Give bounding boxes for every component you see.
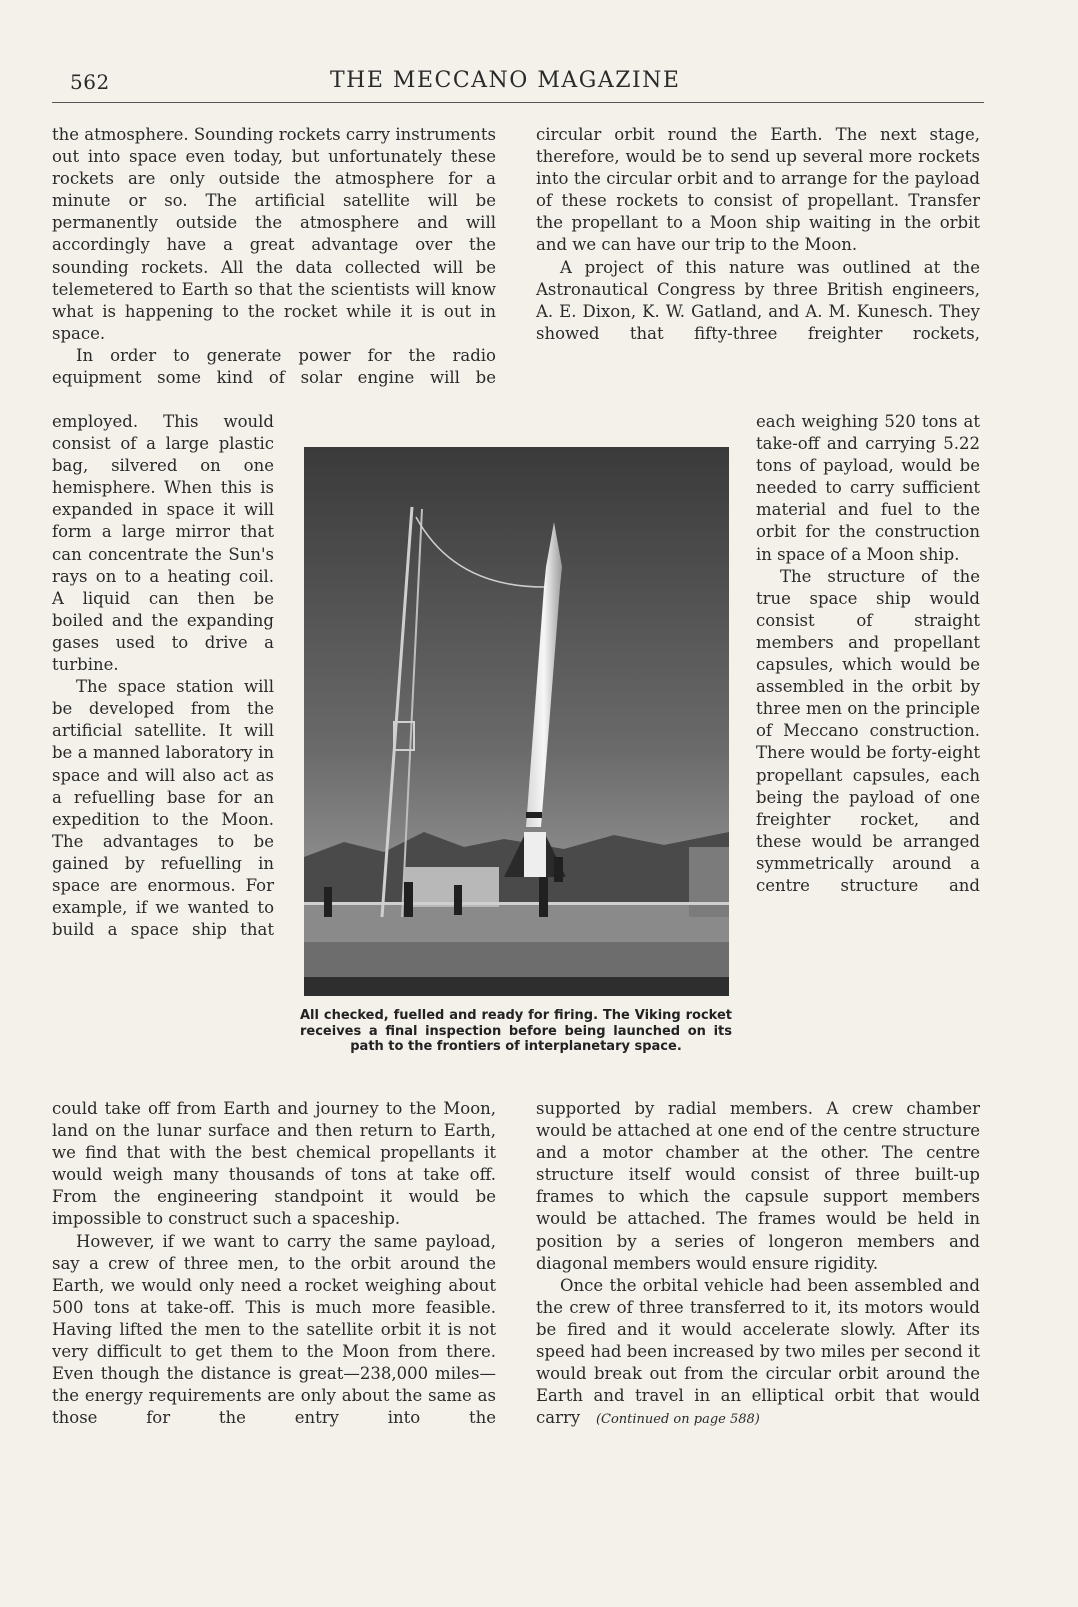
- paragraph: each weighing 520 tons at take-off and carrying 5.22 tons of payload, would be needed to carry sufficient material and fuel to the orbit for the construction in space of a Moon ship.: [756, 412, 980, 564]
- platform-shadow: [304, 977, 729, 996]
- paragraph: However, if we want to carry the same payload, say a crew of three men, to the orbit around the Earth, we would only need a rocket weighing about 500 tons at take-off. This is much more feasible. Having lifted the men to the satellite orbit it is not very difficult to get them to the Moon from there. Even though the distance is great—238,000 miles—the energy requirements are only about the same as those for the entry into the: [52, 1231, 496, 1428]
- paragraph: A project of this nature was outlined at the Astronautical Congress by three British engineers, A. E. Dixon, K. W. Gatland, and A. M. Kunesch. They showed that fifty-three freighter rockets,: [536, 257, 980, 343]
- paragraph: The space station will be developed from the artificial satellite. It will be a manned laboratory in space and will also act as a refuelling base for an expedition to the Moon. The advantages to be gained by refuelling in space are enormous. For example, if we wanted to build a space ship that: [52, 677, 274, 940]
- left-column-top: [52, 124, 496, 389]
- rocket-base: [524, 832, 546, 877]
- building: [689, 847, 729, 917]
- paragraph: circular orbit round the Earth. The next stage, therefore, would be to send up several more rockets into the circular orbit and to arrange for the payload of these rockets to consist of propellant. Transfer the propellant to a Moon ship waiting in the orbit and we can have our trip to the Moon.: [536, 125, 980, 255]
- header-rule: [52, 102, 984, 103]
- trailer: [404, 867, 499, 907]
- page-number: 562: [70, 70, 110, 94]
- rocket-photograph: [304, 447, 729, 996]
- rocket-photo-illustration: [304, 447, 729, 996]
- paragraph: In order to generate power for the radio equipment some kind of solar engine will be: [52, 345, 496, 388]
- paragraph: employed. This would consist of a large plastic bag, silvered on one hemisphere. When this is expanded in space it will form a large mirror that can concentrate the Sun's rays on to a heating coil. A liquid can then be boiled and the expanding gases used to drive a turbine.: [52, 412, 274, 675]
- left-column-bottom: [52, 1098, 496, 1429]
- paragraph: the atmosphere. Sounding rockets carry instruments out into space even today, but unfortunately these rockets are only outside the atmosphere for a minute or so. The artificial satellite will be permanently outside the atmosphere and will accordingly have a great advantage over the sounding rockets. All the data collected will be telemetered to Earth so that the scientists will know what is happening to the rocket while it is out in space.: [52, 125, 496, 343]
- right-column-bottom: [536, 1098, 980, 1431]
- paragraph: could take off from Earth and journey to the Moon, land on the lunar surface and then return to Earth, we find that with the best chemical propellants it would weigh many thousands of tons at take off. From the engineering standpoint it would be impossible to construct such a spaceship.: [52, 1099, 496, 1229]
- paragraph: The structure of the true space ship would consist of straight members and propellant capsules, which would be assembled in the orbit by three men on the principle of Meccano construction. There would be forty-eight propellant capsules, each being the payload of one freighter rocket, and these would be arranged symmetrically around a centre structure and: [756, 566, 980, 895]
- right-column-wrap: [756, 411, 980, 897]
- railing: [304, 902, 729, 905]
- running-head: THE MECCANO MAGAZINE: [330, 68, 681, 93]
- rocket-band: [526, 812, 542, 818]
- continued-note: (Continued on page 588): [595, 1412, 760, 1428]
- paragraph-text: Once the orbital vehicle had been assembled and the crew of three transferred to it, its motors would be fired and it would accelerate slowly. After its speed had been increased by two miles per second it would break out from the circular orbit around the Earth and travel in an elliptical orbit that would carry: [536, 1275, 980, 1428]
- left-column-wrap: [52, 411, 274, 941]
- paragraph: [536, 1275, 980, 1432]
- paragraph: supported by radial members. A crew chamber would be attached at one end of the centre structure and a motor chamber at the other. The centre structure itself would consist of three built-up frames to which the capsule support members would be attached. The frames would be held in position by a series of longeron members and diagonal members would ensure rigidity.: [536, 1099, 980, 1273]
- photo-caption: All checked, fuelled and ready for firing. The Viking rocket receives a final inspection before being launched on its path to the frontiers of interplanetary space.: [300, 1008, 732, 1054]
- right-column-top: [536, 124, 980, 345]
